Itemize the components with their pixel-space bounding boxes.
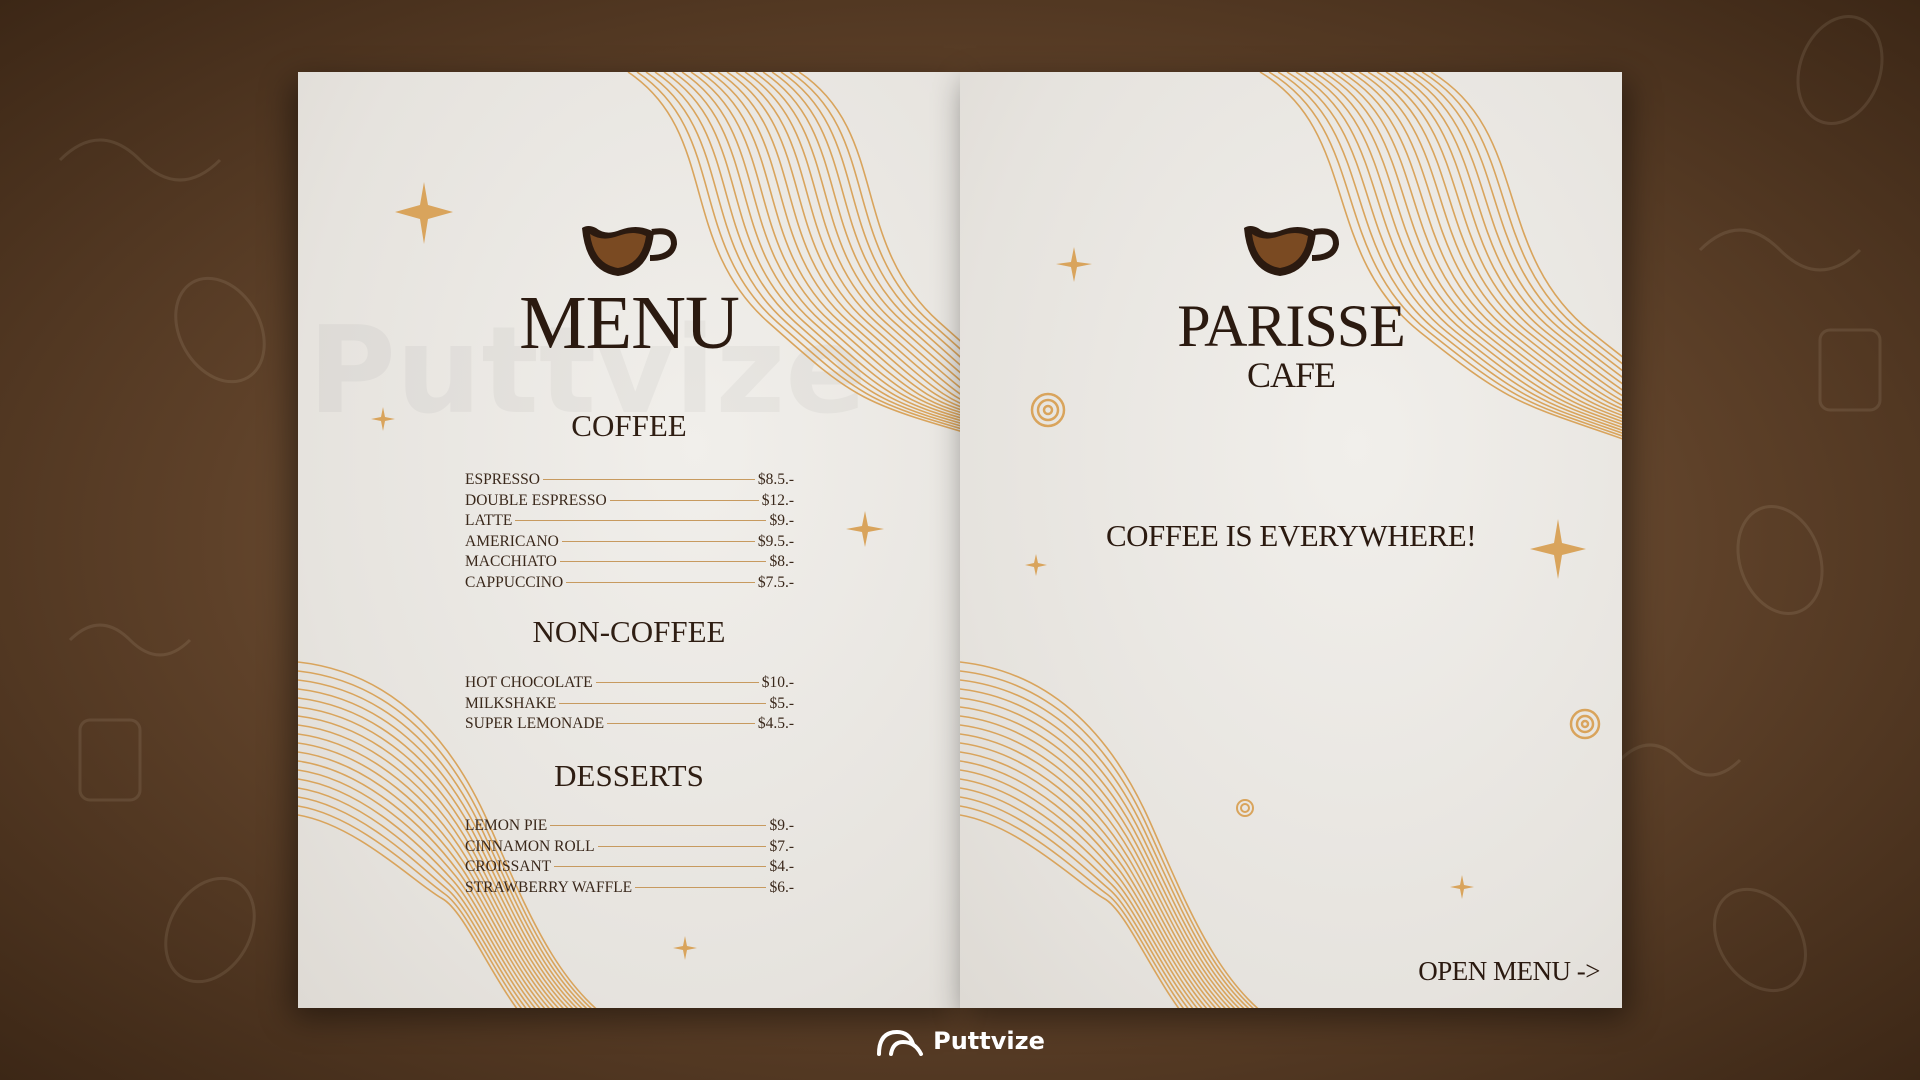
sparkle-icon — [1025, 554, 1047, 576]
coffee-list — [465, 471, 794, 595]
swirl-icon — [1032, 394, 1064, 426]
menu-item — [465, 879, 794, 900]
menu-item — [465, 858, 794, 879]
sparkle-icon — [846, 511, 884, 547]
swirl-icon — [1571, 710, 1599, 738]
item-price: $9.- — [769, 817, 794, 834]
leader-line — [610, 500, 759, 501]
brand-subtitle: CAFE — [1246, 355, 1336, 395]
item-name: MILKSHAKE — [465, 694, 557, 712]
section-heading-non-coffee: NON-COFFEE — [532, 614, 726, 649]
menu-page — [298, 72, 960, 1008]
menu-item — [465, 471, 794, 492]
sparkle-icon — [1450, 875, 1474, 899]
leader-line — [596, 682, 759, 683]
item-price: $9.- — [769, 512, 794, 530]
leader-line — [598, 846, 767, 847]
section-heading-desserts: DESSERTS — [554, 758, 704, 793]
menu-item — [465, 695, 794, 716]
menu-item — [465, 553, 794, 574]
leader-line — [554, 866, 766, 867]
menu-item — [465, 715, 794, 736]
item-price: $8.- — [769, 553, 794, 571]
item-name: DOUBLE ESPRESSO — [465, 491, 607, 509]
menu-item — [465, 817, 794, 838]
item-name: LEMON PIE — [465, 817, 548, 834]
sparkle-icon — [1056, 247, 1092, 282]
sparkle-icon — [395, 182, 453, 244]
menu-item — [465, 838, 794, 859]
item-name: SUPER LEMONADE — [465, 715, 605, 733]
item-price: $10.- — [761, 674, 794, 691]
menu-item — [465, 512, 794, 533]
item-name: MACCHIATO — [465, 553, 557, 571]
leader-line — [607, 723, 755, 724]
item-price: $5.- — [769, 694, 794, 712]
item-name: CINNAMON ROLL — [465, 837, 595, 855]
item-price: $4.- — [769, 858, 794, 876]
item-name: HOT CHOCOLATE — [465, 674, 593, 691]
item-price: $8.5.- — [757, 471, 794, 488]
item-name: CROISSANT — [465, 858, 552, 876]
desserts-list — [465, 817, 794, 899]
item-price: $9.5.- — [757, 532, 794, 550]
leader-line — [560, 561, 767, 562]
item-name: ESPRESSO — [465, 471, 540, 488]
item-price: $12.- — [761, 491, 794, 509]
leader-line — [559, 703, 766, 704]
coffee-cup-icon — [580, 222, 680, 282]
cover-page — [960, 72, 1622, 1008]
menu-item — [465, 533, 794, 554]
leader-line — [543, 479, 755, 480]
footer-logo — [0, 1026, 1920, 1056]
item-price: $4.5.- — [757, 715, 794, 733]
brand-name: PARISSE — [1177, 293, 1405, 359]
leader-line — [635, 887, 766, 888]
menu-item — [465, 492, 794, 513]
non-coffee-list — [465, 674, 794, 736]
footer-brand-name: Puttvize — [933, 1027, 1045, 1055]
menu-item — [465, 574, 794, 595]
sparkle-icon — [673, 936, 697, 960]
leader-line — [515, 520, 766, 521]
brand-logo-icon — [875, 1026, 925, 1056]
tagline: COFFEE IS EVERYWHERE! — [1105, 518, 1477, 553]
item-name: AMERICANO — [465, 532, 559, 550]
menu-title: MENU — [519, 281, 739, 365]
leader-line — [550, 825, 766, 826]
item-price: $6.- — [769, 878, 794, 896]
open-menu-link[interactable]: OPEN MENU -> — [1418, 956, 1600, 986]
item-name: STRAWBERRY WAFFLE — [465, 878, 633, 896]
item-price: $7.5.- — [757, 573, 794, 591]
menu-item — [465, 674, 794, 695]
leader-line — [566, 582, 755, 583]
swirl-icon — [1237, 800, 1253, 816]
item-name: CAPPUCCINO — [465, 573, 564, 591]
section-heading-coffee: COFFEE — [571, 408, 687, 443]
item-name: LATTE — [465, 512, 513, 530]
coffee-cup-icon — [1242, 222, 1342, 282]
item-price: $7.- — [769, 837, 794, 855]
leader-line — [562, 541, 755, 542]
